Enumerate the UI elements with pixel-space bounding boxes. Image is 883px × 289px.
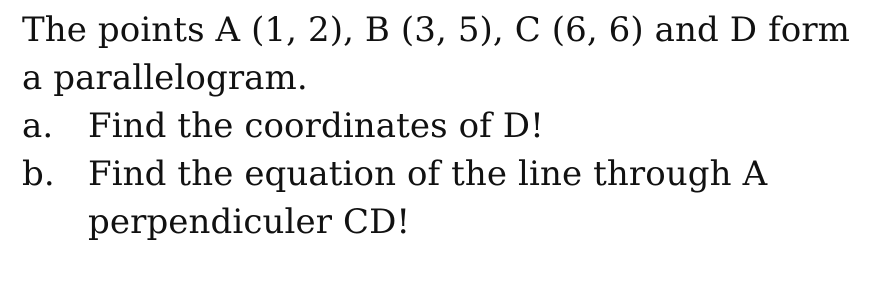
part-b-text: Find the equation of the line through A perpendiculer CD! — [88, 154, 768, 242]
part-a-marker: a. — [22, 106, 54, 146]
problem-part-a — [22, 102, 867, 150]
problem-part-b — [22, 150, 867, 246]
problem-statement — [22, 6, 867, 246]
part-a-text: Find the coordinates of D! — [88, 106, 544, 146]
part-b-marker: b. — [22, 154, 55, 194]
problem-intro: The points A (1, 2), B (3, 5), C (6, 6) and D form a parallelogram. — [22, 10, 851, 98]
